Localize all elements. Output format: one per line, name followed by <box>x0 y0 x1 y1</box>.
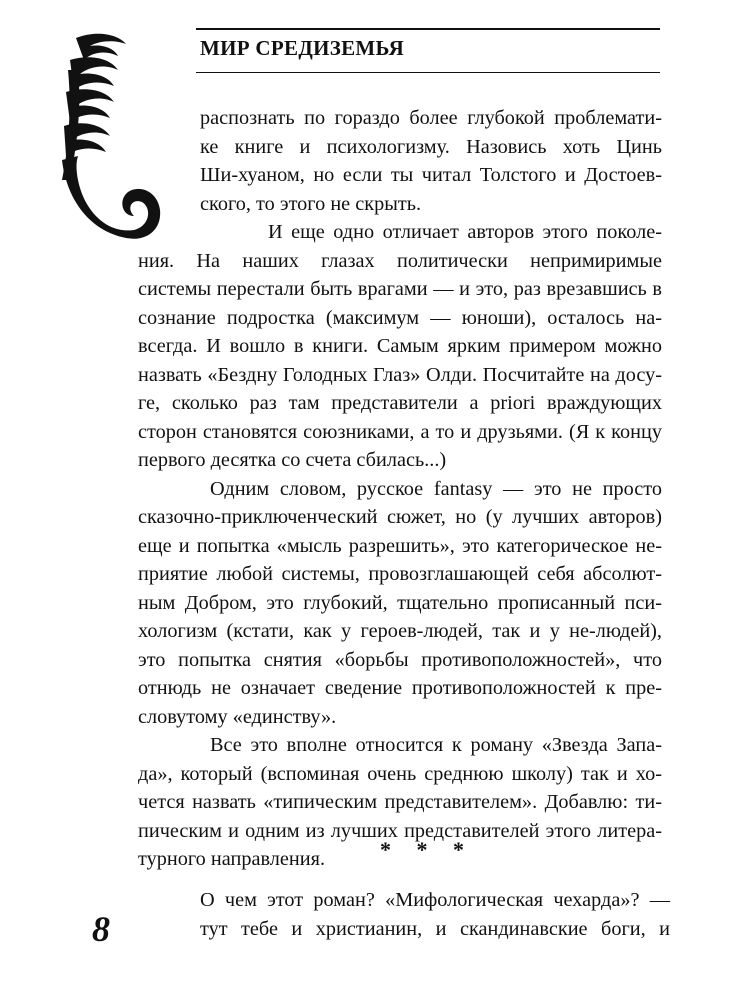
text-line: системы перестали быть врагами — и это, раз врезавшись в <box>138 278 662 300</box>
text-line: сторон становятся союзниками, а то и друзьями. (Я к концу <box>138 420 662 443</box>
text-line: пическим и одним из лучших представителей этого литера- <box>138 819 662 842</box>
text-line: И еще одно отличает авторов этого поколе- <box>268 221 662 243</box>
main-text-body <box>138 218 662 874</box>
text-line: еще и попытка «мысль разрешить», это категорическое не- <box>138 534 662 557</box>
text-line: ге, сколько раз там представители a priori враждующих <box>138 392 662 414</box>
text-line: сказочно-приключенческий сюжет, но (у лучших авторов) <box>138 506 662 528</box>
text-line: да», который (вспоминая очень среднюю школу) так и хо- <box>138 762 662 785</box>
header-top-rule <box>196 28 660 30</box>
text-line: хологизм (кстати, как у героев-людей, так и у не-людей), <box>138 620 662 642</box>
text-line: Все это вполне относится к роману «Звезда Запа- <box>210 734 662 756</box>
text-line: сознание подростка (максимум — юноши), осталось на- <box>138 306 662 329</box>
text-line: приятие любой системы, провозглашающей себя абсолют- <box>138 563 662 585</box>
text-line: чется назвать «типическим представителем». Добавлю: ти- <box>138 791 662 813</box>
text-line: это попытка снятия «борьбы противоположностей», что <box>138 648 662 671</box>
text-line: тут тебе и христианин, и скандинавские боги, и <box>200 917 670 940</box>
section-separator: * * * <box>380 837 474 862</box>
next-section-text <box>200 886 670 943</box>
text-line: ния. На наших глазах политически непримиримые <box>138 249 662 272</box>
text-line: Одним словом, русское fantasy — это не просто <box>210 477 662 500</box>
text-line: ным Добром, это глубокий, тщательно прописанный пси- <box>138 591 662 614</box>
text-line: турного направления. <box>138 848 326 870</box>
text-line: всегда. И вошло в книги. Самым ярким примером можно <box>138 335 662 357</box>
text-line: отнюдь не означает сведение противоположностей к пре- <box>138 677 662 699</box>
running-header: МИР СРЕДИЗЕМЬЯ <box>200 36 405 60</box>
text-line: назвать «Бездну Голодных Глаз» Олди. Посчитайте на досу- <box>138 363 662 386</box>
text-line: ке книге и психологизму. Назовись хоть Цинь <box>200 135 662 158</box>
paragraph-continued <box>200 104 662 218</box>
page-number: 8 <box>92 909 110 949</box>
text-line: ского, то этого не скрыть. <box>200 192 422 215</box>
text-line: распознать по гораздо более глубокой проблемати- <box>200 107 662 129</box>
decorative-scroll-ornament-icon <box>56 30 166 250</box>
text-line: Ши-хуаном, но если ты читал Толстого и Достоев- <box>200 164 662 186</box>
header-bottom-rule <box>196 72 660 73</box>
text-line: О чем этот роман? «Мифологическая чехарда»? — <box>200 889 670 911</box>
text-line: первого десятка со счета сбилась...) <box>138 449 447 471</box>
text-line: словутому «единству». <box>138 705 337 728</box>
